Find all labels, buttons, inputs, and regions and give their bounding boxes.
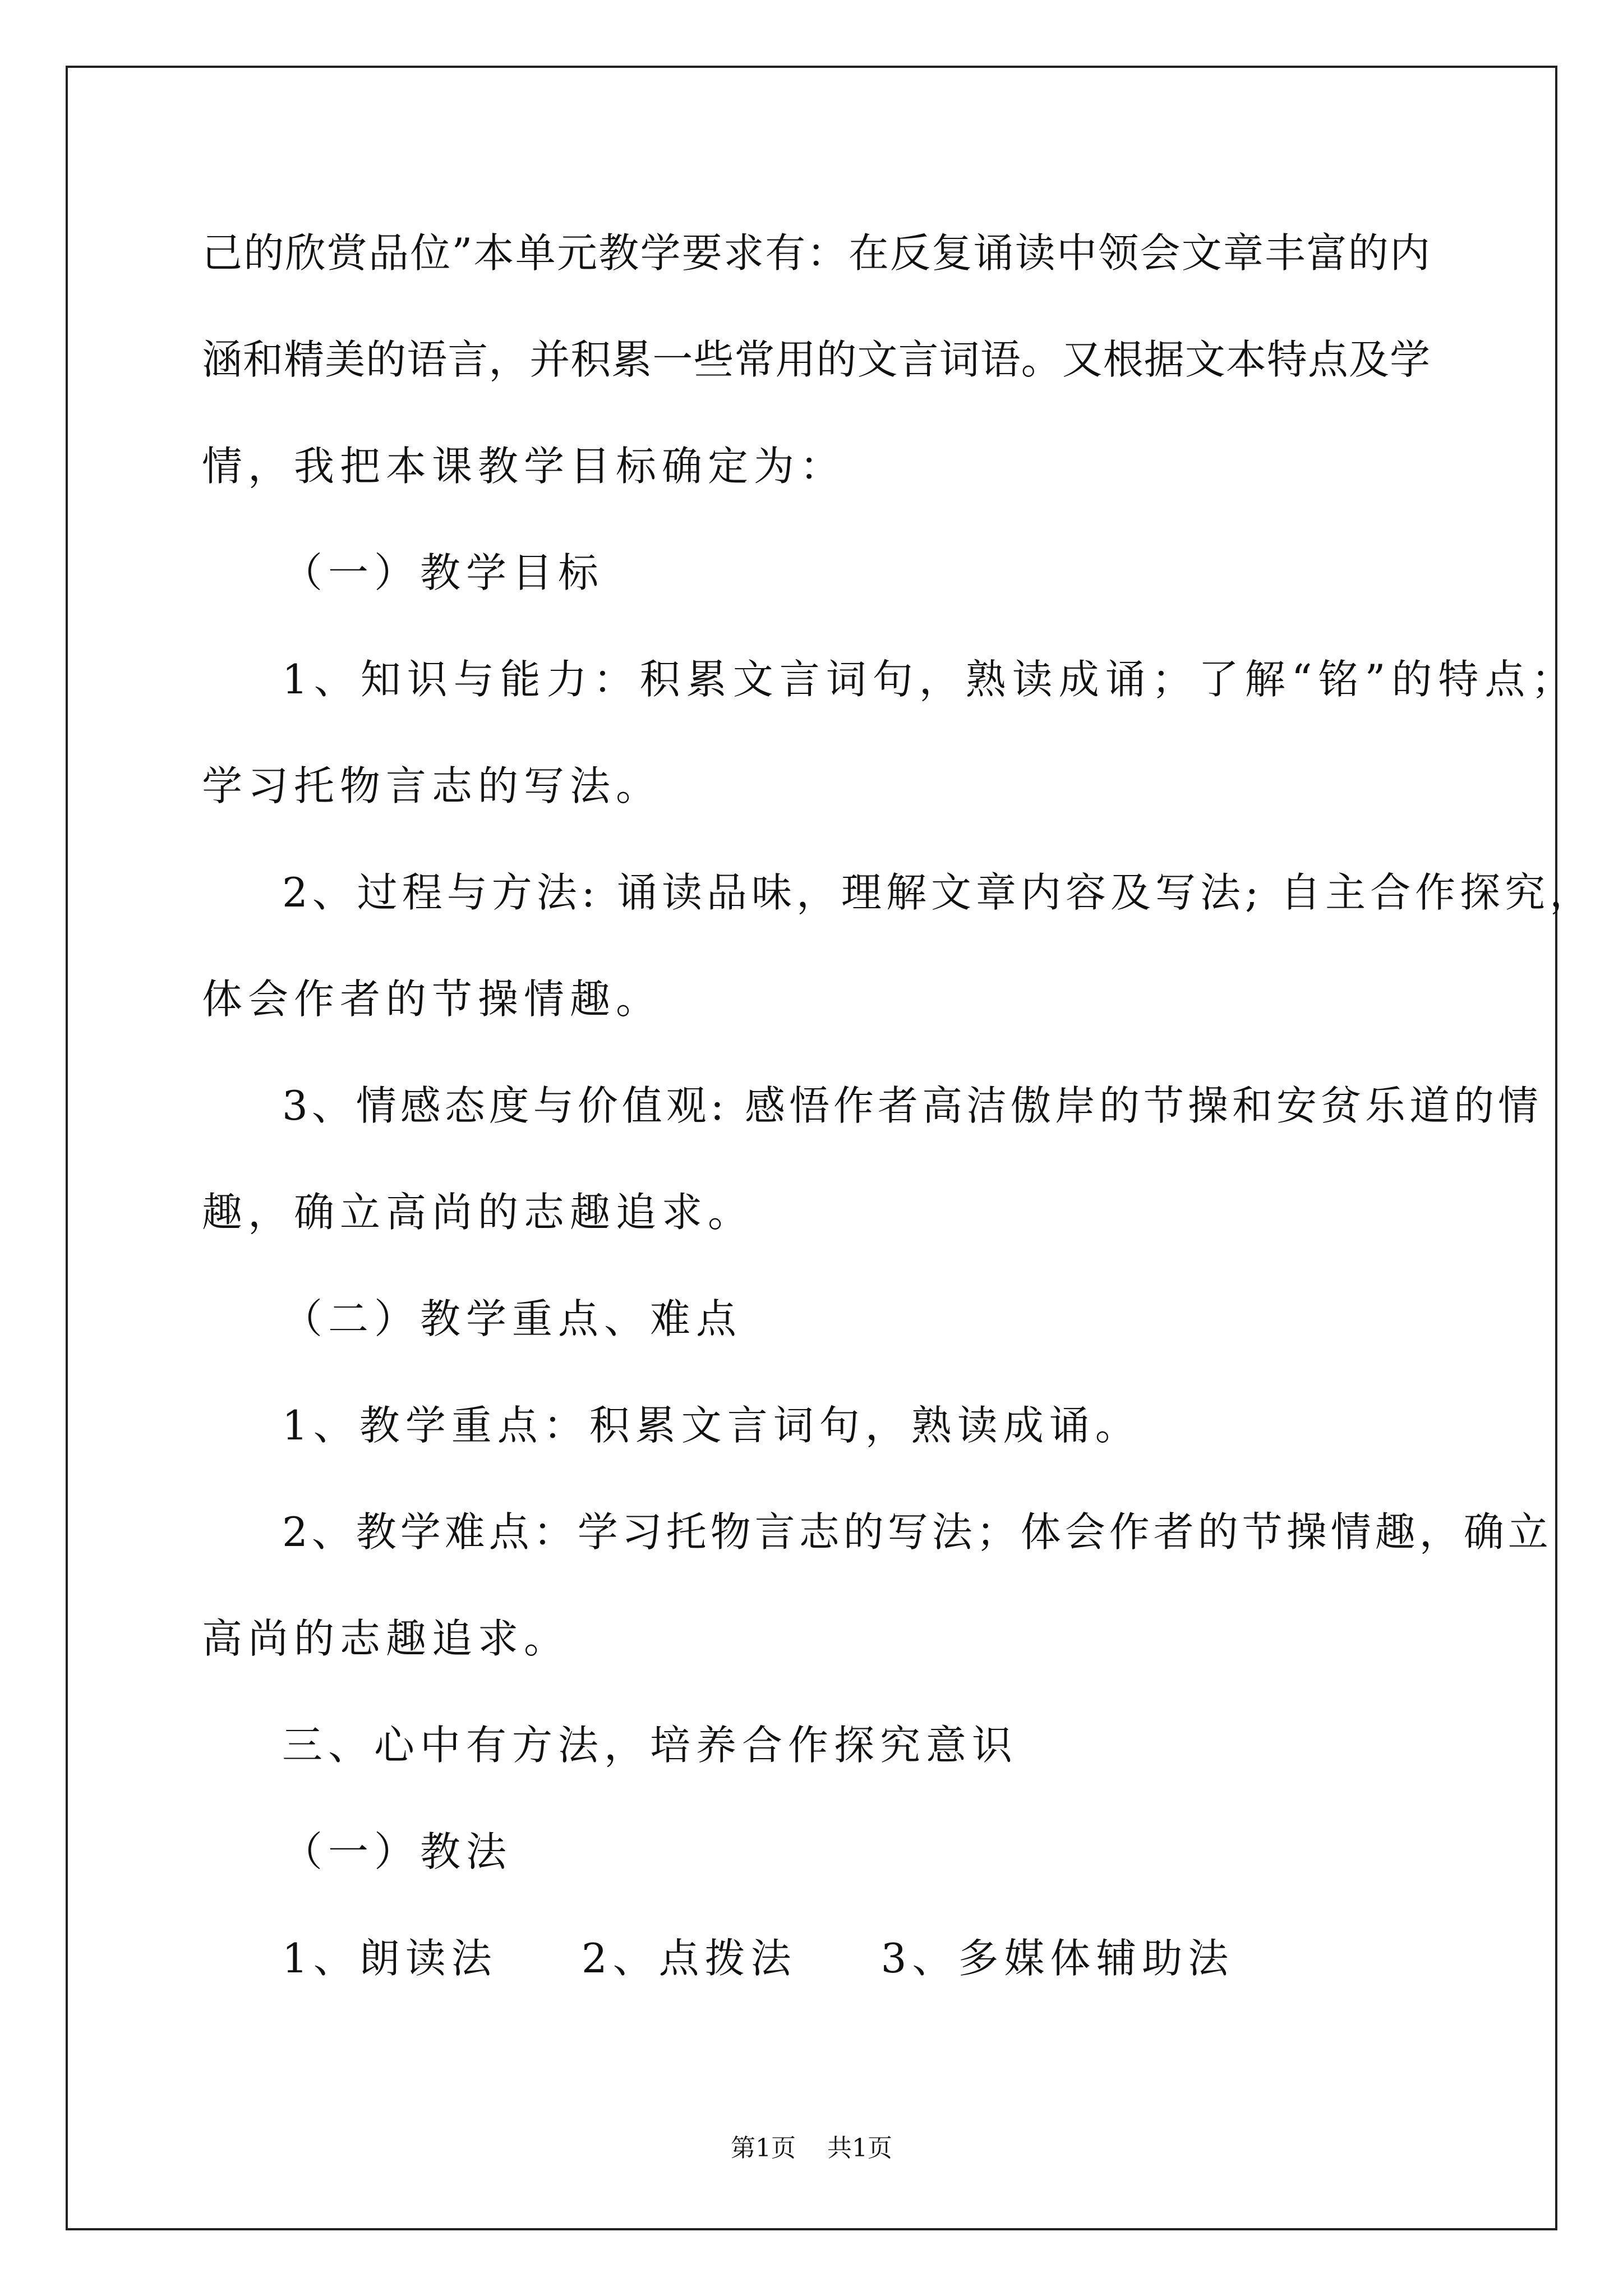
section-heading-key-points: （二）教学重点、难点 — [282, 1295, 743, 1342]
methods-list — [282, 1935, 1234, 1982]
text-line-knowledge-cont: 学习托物言志的写法。 — [202, 762, 662, 809]
text-line-1: 己的欣赏品位”本单元教学要求有：在反复诵读中领会文章丰富的内 — [202, 229, 1430, 277]
text-line-emotion-cont: 趣，确立高尚的志趣追求。 — [202, 1189, 754, 1236]
method-item: 2、点拨法 — [581, 1935, 797, 1982]
text-line-knowledge: 1、知识与能力：积累文言词句，熟读成诵；了解“铭”的特点； — [282, 656, 1578, 703]
text-line-2: 涵和精美的语言，并积累一些常用的文言词语。又根据文本特点及学 — [202, 336, 1430, 383]
method-item: 3、多媒体辅助法 — [880, 1935, 1234, 1982]
page-current: 第1页 — [731, 2134, 796, 2162]
section-heading-teaching-method: （一）教法 — [282, 1828, 513, 1875]
text-line-process-cont: 体会作者的节操情趣。 — [202, 976, 662, 1023]
text-line-3: 情，我把本课教学目标确定为： — [202, 443, 846, 490]
page-border — [66, 66, 1557, 2230]
page-total: 共1页 — [827, 2134, 892, 2162]
page-footer — [0, 2136, 1623, 2161]
text-line-emotion: 3、情感态度与价值观: 感悟作者高洁傲岸的节操和安贫乐道的情 — [282, 1082, 1542, 1129]
text-line-key-point: 1、教学重点：积累文言词句，熟读成诵。 — [282, 1402, 1141, 1449]
section-heading-objectives: （一）教学目标 — [282, 549, 605, 596]
section-heading-methods: 三、心中有方法，培养合作探究意识 — [282, 1722, 1018, 1769]
text-line-difficulty-cont: 高尚的志趣追求。 — [202, 1615, 570, 1662]
method-item: 1、朗读法 — [282, 1935, 497, 1982]
text-line-process: 2、过程与方法: 诵读品味，理解文章内容及写法; 自主合作探究， — [282, 869, 1595, 916]
text-line-difficulty: 2、教学难点：学习托物言志的写法；体会作者的节操情趣，确立 — [282, 1508, 1552, 1556]
